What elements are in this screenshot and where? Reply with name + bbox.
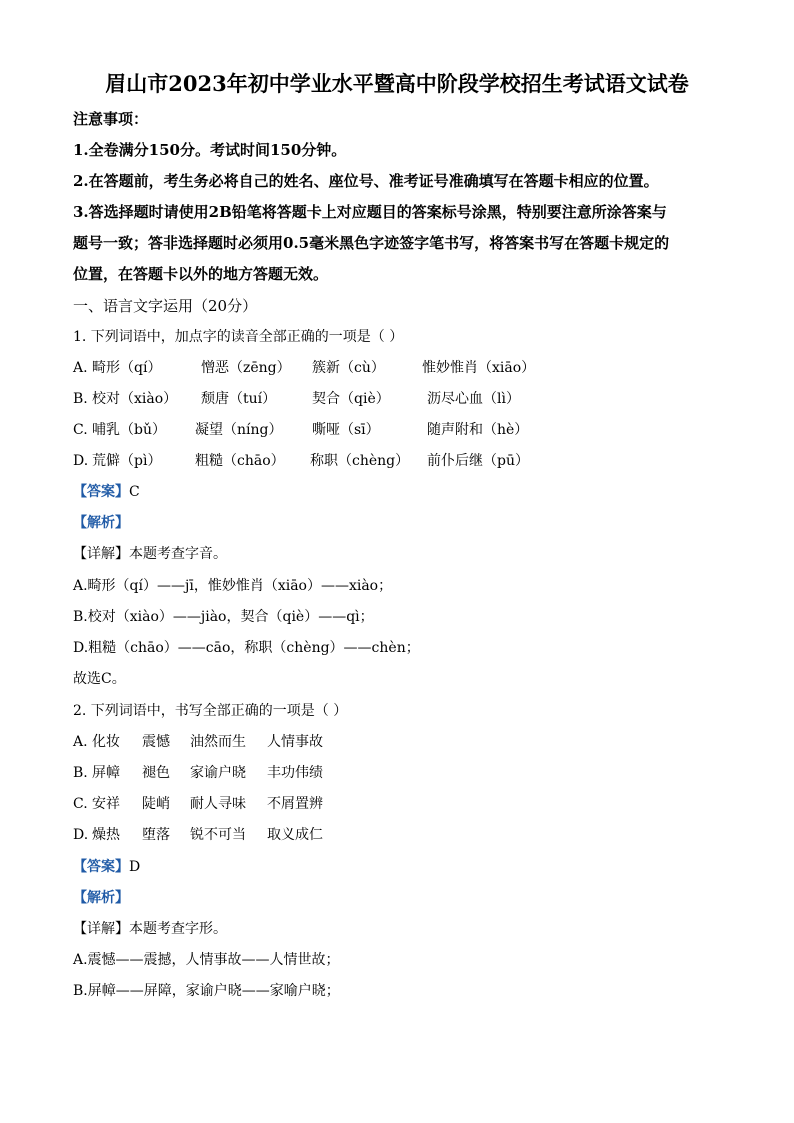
- option-label: B.: [73, 391, 88, 407]
- option-word: 油然而生: [190, 734, 246, 750]
- question-2-explanation-line: B.屏幛——屏障，家谕户晓——家喻户晓；: [73, 983, 340, 999]
- detail-text: 本题考查字形。: [129, 921, 227, 937]
- option-word: 丰功伟绩: [267, 765, 323, 781]
- option-word: 称职（chèng）: [310, 453, 410, 469]
- question-2-stem: 2. 下列词语中，书写全部正确的一项是（ ）: [73, 703, 348, 719]
- question-1-conclusion: 故选C。: [73, 671, 126, 687]
- option-label: B.: [73, 765, 88, 781]
- option-word: 畸形（qí）: [92, 360, 162, 376]
- option-label: A.: [73, 734, 88, 750]
- option-word: 惟妙惟肖（xiāo）: [422, 360, 536, 376]
- option-word: 取义成仁: [267, 827, 323, 843]
- option-word: 憎恶（zēng）: [201, 360, 291, 376]
- answer-value: D: [129, 859, 141, 875]
- option-word: 荒僻（pì）: [92, 453, 162, 469]
- option-word: 陡峭: [142, 796, 170, 812]
- notice-item-3-line-1: 3.答选择题时请使用2B铅笔将答题卡上对应题目的答案标号涂黑，特别要注意所涂答案与: [73, 203, 667, 221]
- option-word: 簇新（cù）: [312, 360, 385, 376]
- analysis-tag: 【解析】: [73, 515, 129, 531]
- option-word: 沥尽心血（lì）: [427, 391, 520, 407]
- option-word: 嘶哑（sī）: [312, 422, 380, 438]
- question-1-stem: 1. 下列词语中，加点字的读音全部正确的一项是（ ）: [73, 329, 404, 345]
- section-heading: 一、语言文字运用（20分）: [73, 297, 258, 315]
- option-word: 堕落: [142, 827, 170, 843]
- option-label: C.: [73, 422, 88, 438]
- option-word: 锐不可当: [190, 827, 246, 843]
- option-word: 随声附和（hè）: [427, 422, 529, 438]
- question-1-answer: [73, 483, 140, 501]
- option-word: 燥热: [92, 827, 120, 843]
- option-label: D.: [73, 453, 89, 469]
- option-word: 前仆后继（pū）: [427, 453, 529, 469]
- page-title: 眉山市2023年初中学业水平暨高中阶段学校招生考试语文试卷: [105, 71, 689, 96]
- question-2-analysis: [73, 889, 129, 907]
- option-word: 哺乳（bǔ）: [92, 422, 166, 438]
- question-2-answer: [73, 858, 140, 876]
- answer-value: C: [129, 484, 140, 500]
- detail-tag: 【详解】: [73, 921, 129, 937]
- option-word: 屏幛: [92, 765, 120, 781]
- option-label: C.: [73, 796, 88, 812]
- option-word: 家谕户晓: [190, 765, 246, 781]
- option-word: 颓唐（tuí）: [201, 391, 277, 407]
- option-word: 不屑置辨: [267, 796, 323, 812]
- answer-tag: 【答案】: [73, 859, 129, 875]
- option-word: 耐人寻味: [190, 796, 246, 812]
- analysis-tag: 【解析】: [73, 890, 129, 906]
- notice-item-3-line-2: 题号一致；答非选择题时必须用0.5毫米黑色字迹签字笔书写，将答案书写在答题卡规定的: [73, 234, 670, 252]
- option-word: 凝望（níng）: [195, 422, 283, 438]
- option-word: 校对（xiào）: [92, 391, 178, 407]
- question-1-explanation-line: D.粗糙（chāo）——cāo，称职（chèng）——chèn；: [73, 640, 420, 656]
- question-1-analysis: [73, 514, 129, 532]
- question-1-explanation-line: B.校对（xiào）——jiào，契合（qiè）——qì；: [73, 609, 374, 625]
- detail-text: 本题考查字音。: [129, 546, 227, 562]
- option-word: 契合（qiè）: [312, 391, 390, 407]
- question-2-explanation-line: A.震憾——震撼，人情事故——人情世故；: [73, 952, 340, 968]
- option-word: 粗糙（chāo）: [195, 453, 285, 469]
- notice-item-3-line-3: 位置，在答题卡以外的地方答题无效。: [73, 265, 329, 283]
- option-label: A.: [73, 360, 88, 376]
- option-word: 安祥: [92, 796, 120, 812]
- question-2-detail: [73, 920, 227, 938]
- option-word: 人情事故: [267, 734, 323, 750]
- detail-tag: 【详解】: [73, 546, 129, 562]
- question-1-detail: [73, 545, 227, 563]
- option-word: 震憾: [142, 734, 170, 750]
- option-word: 化妆: [92, 734, 120, 750]
- question-1-explanation-line: A.畸形（qí）——jī，惟妙惟肖（xiāo）——xiào；: [73, 578, 393, 594]
- notice-item-1: 1.全卷满分150分。考试时间150分钟。: [73, 141, 347, 159]
- notice-heading: 注意事项：: [73, 110, 149, 128]
- notice-item-2: 2.在答题前，考生务必将自己的姓名、座位号、准考证号准确填写在答题卡相应的位置。: [73, 172, 659, 190]
- option-word: 褪色: [142, 765, 170, 781]
- answer-tag: 【答案】: [73, 484, 129, 500]
- option-label: D.: [73, 827, 89, 843]
